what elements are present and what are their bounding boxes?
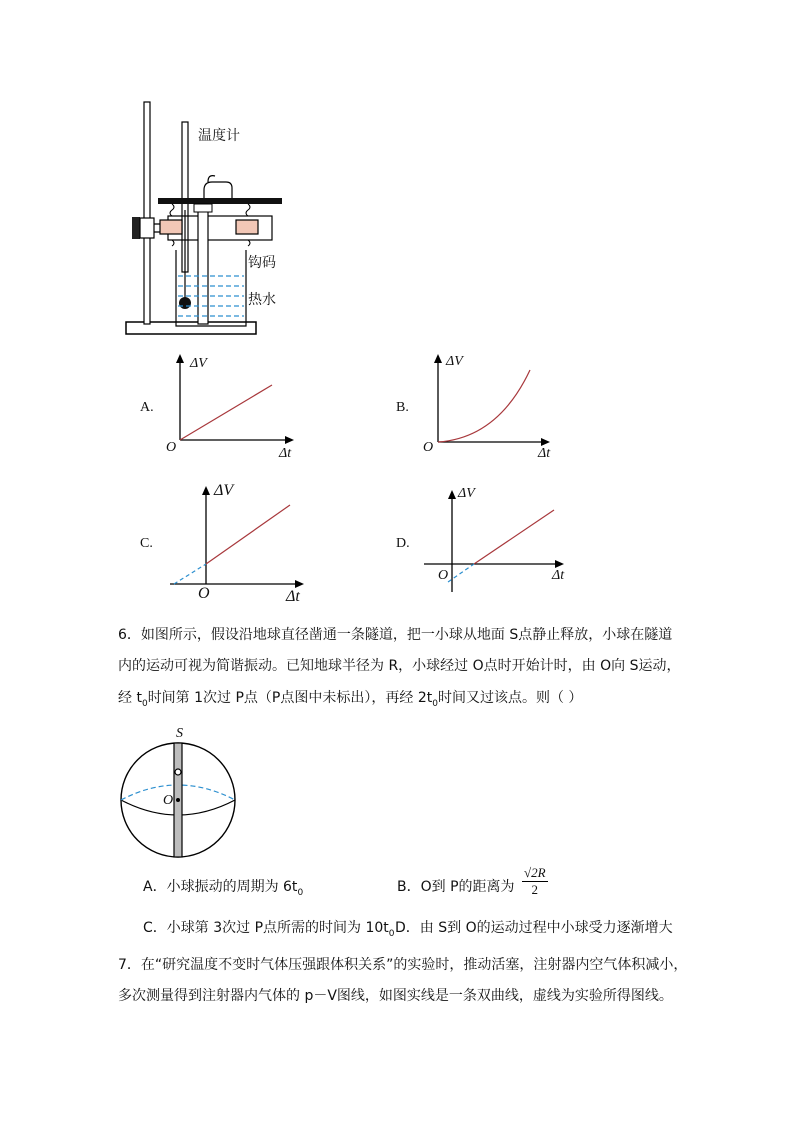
graph-c xyxy=(160,480,310,595)
distance-fraction: √2R 2 xyxy=(524,865,546,897)
question6-option-c: C．小球第 3次过 P点所需的时间为 $10t_0$ xyxy=(143,920,395,939)
clamp-knob xyxy=(132,217,140,239)
hot-water-label: 热水 xyxy=(248,292,276,308)
graph-c-origin: O xyxy=(198,585,210,602)
thermometer-label: 温度计 xyxy=(198,128,240,144)
question6-option-d: D．由 S到 O的运动过程中小球受力逐渐增大 xyxy=(395,920,673,936)
weight-block-left xyxy=(160,220,182,234)
graph-b-curve xyxy=(438,370,530,442)
graph-c-line xyxy=(206,505,290,564)
graph-d-line xyxy=(474,510,554,564)
option-b-letter: B. xyxy=(396,400,409,415)
question6-option-a: A．小球振动的周期为 $6t_0$ xyxy=(143,879,304,898)
thermometer-bulb xyxy=(179,297,191,309)
weights-label: 钩码 xyxy=(248,255,276,271)
question7-line1: 7．在“研究温度不变时气体压强跟体积关系”的实验时，推动活塞，注射器内空气体积减小， xyxy=(118,957,688,973)
graph-d-ylabel: ΔV xyxy=(458,486,475,501)
question6-option-b: B．O到 P的距离为 xyxy=(397,879,515,895)
graph-d-origin: O xyxy=(438,568,449,583)
question6-line3: 经 $t_0$时间第 1次过 P点（P点图中未标出），再经 $2t_0$时间又过该点。则（ ） xyxy=(118,690,583,709)
stand-rod xyxy=(144,102,150,324)
question7-line2: 多次测量得到注射器内气体的 p－V图线，如图实线是一条双曲线，虚线为实验所得图线。 xyxy=(118,988,673,1004)
question6-line1: 6．如图所示，假设沿地球直径凿通一条隧道，把一小球从地面 S点静止释放，小球在隧道 xyxy=(118,627,673,643)
option-c-letter: C. xyxy=(140,536,153,551)
graph-c-xlabel: Δt xyxy=(286,588,300,605)
graph-b-ylabel: ΔV xyxy=(446,354,463,369)
ball xyxy=(175,769,181,775)
option-a-letter: A. xyxy=(140,400,154,415)
earth-tunnel-figure xyxy=(118,740,243,860)
weight-block-right xyxy=(236,220,258,234)
point-s-label: S xyxy=(176,726,183,741)
graph-b-origin: O xyxy=(423,440,434,455)
graph-b-xlabel: Δt xyxy=(538,446,551,461)
graph-c-dashed xyxy=(174,564,206,584)
graph-d-xlabel: Δt xyxy=(552,568,565,583)
question6-number: 6． xyxy=(118,627,141,643)
graph-a-line xyxy=(180,385,272,440)
point-o-label: O xyxy=(163,793,174,808)
question6-line2: 内的运动可视为简谐振动。已知地球半径为 R，小球经过 O点时开始计时，由 O向 S运动， xyxy=(118,658,681,674)
option-d-letter: D. xyxy=(396,536,410,551)
graph-a-xlabel: Δt xyxy=(279,446,292,461)
top-plate xyxy=(158,198,282,204)
question7-number: 7． xyxy=(118,957,141,973)
graph-c-ylabel: ΔV xyxy=(214,482,234,499)
graph-a-origin: O xyxy=(166,440,177,455)
graph-a-ylabel: ΔV xyxy=(190,356,207,371)
